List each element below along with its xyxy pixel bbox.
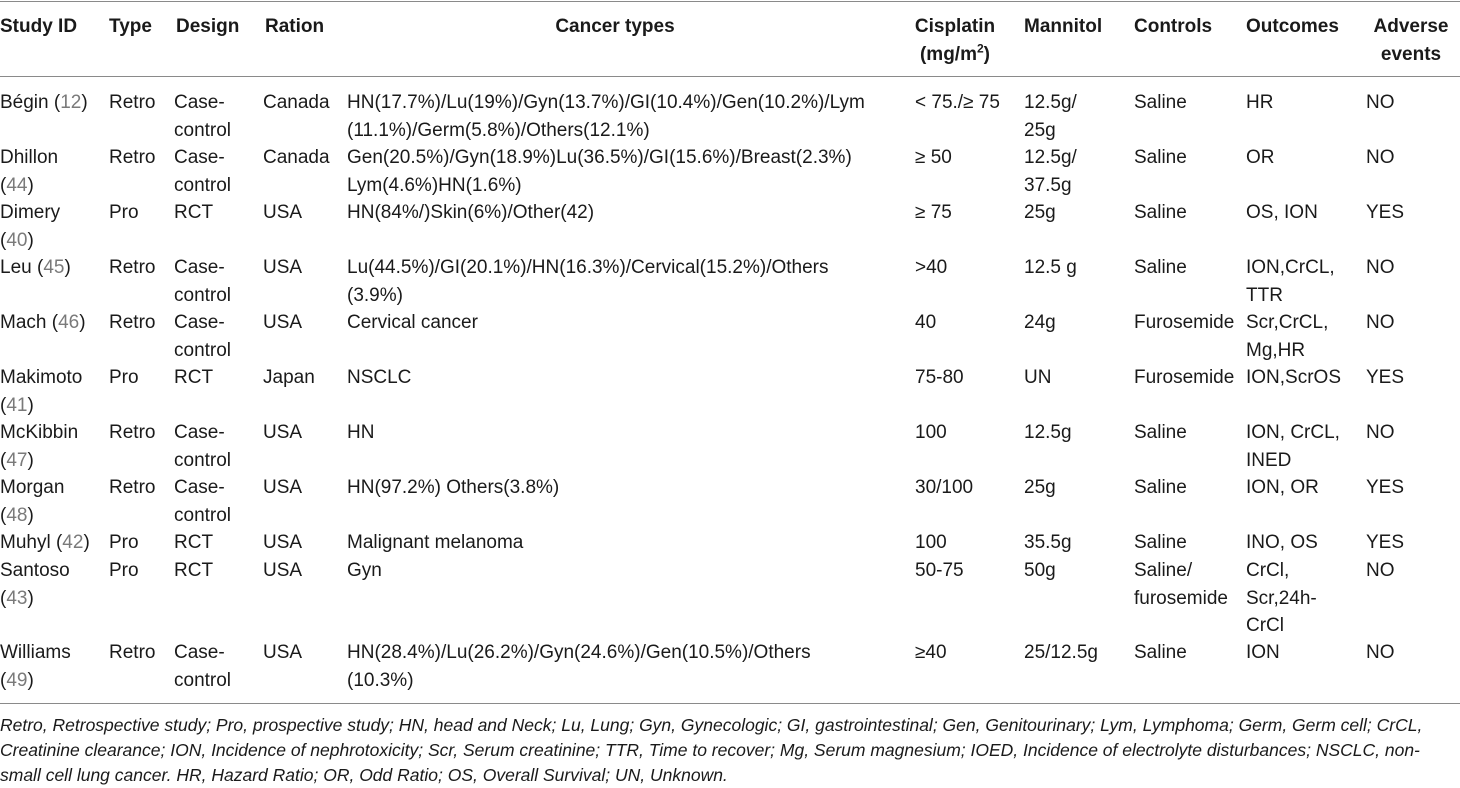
outcomes-cell-line: TTR (1246, 284, 1283, 306)
cisplatin-cell: < 75./≥ 75 (915, 92, 1000, 113)
study-reference: 46 (58, 312, 80, 333)
controls-cell-line: Saline (1134, 477, 1187, 498)
outcomes-cell (1246, 557, 1317, 640)
controls-cell-line: Saline (1134, 257, 1187, 278)
study-reference: 40 (6, 229, 28, 251)
header-mannitol: Mannitol (1024, 16, 1103, 37)
table-footnote: Retro, Retrospective study; Pro, prospective study; HN, head and Neck; Lu, Lung; Gyn, Gynecologic; GI, gastrointestinal; Gen, Genitourinary; Lym, Lymphoma; Germ, Germ cell; CrCL, Creatinine clearance; ION, Incidence of nephrotoxicity; Scr, Serum creatinine; TTR, Time to recover; Mg, Serum magnesium; IOED, Incidence of electrolyte disturbances; NSCLC, non-small cell lung cancer. HR, Hazard Ratio; OR, Odd Ratio; OS, Overall Survival; UN, Unknown. (0, 715, 1423, 785)
type-cell: Retro (109, 642, 156, 663)
controls-cell-line: Saline (1134, 422, 1187, 443)
mannitol-cell-line: 37.5g (1024, 174, 1072, 196)
controls-cell-line: Saline (1134, 92, 1187, 113)
header-ration: Ration (265, 16, 325, 37)
design-cell-line: RCT (174, 367, 214, 388)
mannitol-cell-line: 25g (1024, 477, 1056, 498)
cisplatin-cell: 75-80 (915, 367, 964, 388)
design-cell-line: Case- (174, 477, 225, 498)
study-reference: 48 (6, 504, 28, 526)
design-cell-line: RCT (174, 560, 214, 581)
outcomes-cell (1246, 144, 1275, 172)
mannitol-cell-line: 50g (1024, 560, 1056, 581)
design-cell-line: control (174, 174, 232, 196)
header-adverse-events (1362, 13, 1460, 68)
cancer-types-cell (347, 474, 559, 502)
outcomes-cell-line: OR (1246, 147, 1275, 168)
design-cell (174, 89, 231, 144)
study-reference: 49 (6, 669, 28, 691)
adverse-events-cell: YES (1366, 532, 1405, 553)
controls-cell (1134, 364, 1234, 392)
cisplatin-cell: 30/100 (915, 477, 974, 498)
controls-cell (1134, 529, 1187, 557)
study-reference: 44 (6, 174, 28, 196)
adverse-events-cell: YES (1366, 477, 1405, 498)
type-cell: Retro (109, 312, 156, 333)
mannitol-cell-line: UN (1024, 367, 1052, 388)
outcomes-cell-line: Scr,CrCL, (1246, 312, 1329, 333)
controls-cell (1134, 474, 1187, 502)
ration-cell: Japan (263, 367, 315, 388)
cisplatin-cell: ≥ 50 (915, 147, 952, 168)
study-reference: 12 (60, 92, 82, 113)
study-id-cell: Dhillon (44) (0, 147, 59, 196)
design-cell-line: control (174, 119, 232, 141)
adverse-events-cell: NO (1366, 560, 1395, 581)
cancer-types-cell (347, 144, 852, 199)
cisplatin-cell: >40 (915, 257, 948, 278)
header-cisplatin-line1: Cisplatin (914, 16, 996, 37)
design-cell-line: Case- (174, 257, 225, 278)
outcomes-cell (1246, 639, 1280, 667)
adverse-events-cell: YES (1366, 202, 1405, 223)
cisplatin-cell: ≥ 75 (915, 202, 952, 223)
controls-cell (1134, 309, 1234, 337)
header-cisplatin-line2: $(mg/m^2)$ (919, 41, 990, 65)
cancer-types-cell (347, 254, 829, 309)
mannitol-cell (1024, 474, 1056, 502)
cisplatin-cell: 40 (915, 312, 937, 333)
design-cell-line: control (174, 669, 232, 691)
mannitol-cell (1024, 529, 1072, 557)
cancer-types-cell-line: Lym(4.6%)HN(1.6%) (347, 174, 522, 196)
cancer-types-cell-line: (3.9%) (347, 284, 403, 306)
header-adverse-line1: Adverse (1373, 16, 1449, 37)
mannitol-cell (1024, 89, 1077, 144)
outcomes-cell-line: INED (1246, 449, 1292, 471)
design-cell-line: Case- (174, 92, 225, 113)
mannitol-cell (1024, 419, 1072, 447)
header-rule (0, 76, 1460, 77)
controls-cell-line: Saline (1134, 532, 1187, 553)
study-id-cell: Santoso (43) (0, 560, 70, 609)
mannitol-cell-line: 12.5g/ (1024, 92, 1077, 113)
mannitol-cell (1024, 199, 1056, 227)
mannitol-cell-line: 24g (1024, 312, 1056, 333)
cancer-types-cell (347, 639, 811, 694)
controls-cell (1134, 557, 1228, 612)
outcomes-cell-line: ION, OR (1246, 477, 1319, 498)
controls-cell-line: Saline/ (1134, 560, 1193, 581)
design-cell-line: control (174, 339, 232, 361)
outcomes-cell (1246, 89, 1273, 117)
cancer-types-cell (347, 529, 523, 557)
design-cell (174, 557, 213, 585)
study-reference: 45 (43, 257, 65, 278)
adverse-events-cell: NO (1366, 422, 1395, 443)
mannitol-cell-line: 25/12.5g (1024, 642, 1098, 663)
header-cancer-types: Cancer types (555, 16, 675, 37)
mannitol-cell (1024, 144, 1077, 199)
cancer-types-cell-line: HN (347, 422, 375, 443)
outcomes-cell-line: INO, OS (1246, 532, 1318, 553)
ration-cell: Canada (263, 92, 330, 113)
header-outcomes: Outcomes (1246, 16, 1339, 37)
study-reference: 42 (62, 532, 84, 553)
type-cell: Retro (109, 92, 156, 113)
controls-cell (1134, 199, 1187, 227)
design-cell-line: Case- (174, 642, 225, 663)
study-reference: 43 (6, 587, 28, 609)
design-cell-line: RCT (174, 532, 214, 553)
study-id-cell: Morgan (48) (0, 477, 65, 526)
mannitol-cell (1024, 364, 1051, 392)
design-cell (174, 199, 213, 227)
cancer-types-cell (347, 199, 594, 227)
design-cell-line: control (174, 504, 232, 526)
cancer-types-cell-line: NSCLC (347, 367, 412, 388)
cancer-types-cell (347, 89, 865, 144)
study-id-cell: Muhyl (42) (0, 532, 90, 553)
design-cell (174, 639, 231, 694)
study-id-cell: Dimery (40) (0, 202, 61, 251)
study-reference: 41 (6, 394, 28, 416)
design-cell (174, 529, 213, 557)
mannitol-cell (1024, 254, 1077, 282)
mannitol-cell (1024, 557, 1056, 585)
study-id-cell: McKibbin (47) (0, 422, 79, 471)
ration-cell: USA (263, 422, 303, 443)
cancer-types-cell-line: Cervical cancer (347, 312, 478, 333)
outcomes-cell (1246, 419, 1340, 474)
controls-cell (1134, 254, 1187, 282)
cisplatin-cell: 50-75 (915, 560, 964, 581)
header-study-id: Study ID (0, 16, 78, 37)
mannitol-cell (1024, 639, 1098, 667)
top-rule (0, 1, 1460, 2)
study-id-cell: Mach (46) (0, 312, 86, 333)
study-id-cell: Williams (49) (0, 642, 71, 691)
ration-cell: USA (263, 257, 303, 278)
mannitol-cell-line: 25g (1024, 202, 1056, 223)
outcomes-cell-line: ION, CrCL, (1246, 422, 1340, 443)
study-id-cell: Leu (45) (0, 257, 71, 278)
cisplatin-cell: ≥40 (915, 642, 947, 663)
cancer-types-cell-line: HN(84%/)Skin(6%)/Other(42) (347, 202, 595, 223)
study-id-cell: Makimoto (41) (0, 367, 83, 416)
cancer-types-cell-line: Gen(20.5%)/Gyn(18.9%)Lu(36.5%)/GI(15.6%)/Breast(2.3%) (347, 147, 852, 168)
mannitol-cell-line: 12.5g (1024, 422, 1072, 443)
cancer-types-cell-line: HN(97.2%) Others(3.8%) (347, 477, 560, 498)
cancer-types-cell-line: Gyn (347, 560, 382, 581)
ration-cell: USA (263, 477, 303, 498)
design-cell-line: control (174, 284, 232, 306)
outcomes-cell-line: Mg,HR (1246, 339, 1306, 361)
outcomes-cell (1246, 199, 1318, 227)
outcomes-cell-line: ION,CrCL, (1246, 257, 1335, 278)
type-cell: Pro (109, 532, 139, 553)
type-cell: Pro (109, 560, 139, 581)
bottom-rule (0, 703, 1460, 704)
type-cell: Retro (109, 422, 156, 443)
cancer-types-cell (347, 557, 382, 585)
cancer-types-cell (347, 309, 478, 337)
mannitol-cell-line: 35.5g (1024, 532, 1072, 553)
design-cell-line: control (174, 449, 232, 471)
cancer-types-cell-line: Malignant melanoma (347, 532, 524, 553)
controls-cell-line: Saline (1134, 642, 1187, 663)
type-cell: Pro (109, 367, 139, 388)
controls-cell (1134, 89, 1187, 117)
ration-cell: USA (263, 202, 303, 223)
outcomes-cell-line: CrCl, (1246, 560, 1290, 581)
header-adverse-line2: events (1380, 43, 1442, 65)
cancer-types-cell-line: HN(28.4%)/Lu(26.2%)/Gyn(24.6%)/Gen(10.5%)/Others (347, 642, 811, 663)
outcomes-cell-line: ION (1246, 642, 1280, 663)
study-id-cell: Bégin (12) (0, 92, 88, 113)
design-cell-line: Case- (174, 312, 225, 333)
design-cell (174, 364, 213, 392)
cancer-types-cell-line: HN(17.7%)/Lu(19%)/Gyn(13.7%)/GI(10.4%)/Gen(10.2%)/Lym (347, 92, 865, 113)
ration-cell: USA (263, 560, 303, 581)
design-cell (174, 419, 231, 474)
adverse-events-cell: NO (1366, 147, 1395, 168)
type-cell: Retro (109, 477, 156, 498)
outcomes-cell (1246, 309, 1328, 364)
cisplatin-cell: 100 (915, 532, 947, 553)
cancer-types-cell (347, 419, 374, 447)
type-cell: Pro (109, 202, 139, 223)
outcomes-cell-line: Scr,24h- (1246, 587, 1317, 609)
outcomes-cell-line: ION,ScrOS (1246, 367, 1342, 388)
design-cell (174, 474, 231, 529)
controls-cell (1134, 419, 1187, 447)
outcomes-cell-line: CrCl (1246, 615, 1284, 636)
cisplatin-cell: 100 (915, 422, 947, 443)
controls-cell (1134, 639, 1187, 667)
mannitol-cell-line: 12.5g/ (1024, 147, 1077, 168)
adverse-events-cell: NO (1366, 92, 1395, 113)
design-cell-line: RCT (174, 202, 214, 223)
design-cell-line: Case- (174, 147, 225, 168)
controls-cell-line: Furosemide (1134, 312, 1235, 333)
adverse-events-cell: NO (1366, 257, 1395, 278)
type-cell: Retro (109, 257, 156, 278)
controls-cell (1134, 144, 1187, 172)
design-cell-line: Case- (174, 422, 225, 443)
design-cell (174, 309, 231, 364)
controls-cell-line: Saline (1134, 147, 1187, 168)
ration-cell: USA (263, 312, 303, 333)
ration-cell: USA (263, 642, 303, 663)
header-cisplatin (905, 13, 1005, 68)
mannitol-cell-line: 12.5 g (1024, 257, 1077, 278)
adverse-events-cell: YES (1366, 367, 1405, 388)
outcomes-cell (1246, 364, 1341, 392)
controls-cell-line: Saline (1134, 202, 1187, 223)
header-type: Type (109, 16, 152, 37)
adverse-events-cell: NO (1366, 312, 1395, 333)
controls-cell-line: Furosemide (1134, 367, 1235, 388)
controls-cell-line: furosemide (1134, 587, 1228, 609)
study-reference: 47 (6, 449, 28, 471)
mannitol-cell (1024, 309, 1056, 337)
cancer-types-cell-line: (10.3%) (347, 669, 414, 691)
ration-cell: Canada (263, 147, 330, 168)
type-cell: Retro (109, 147, 156, 168)
outcomes-cell (1246, 474, 1319, 502)
cancer-types-cell-line: (11.1%)/Germ(5.8%)/Others(12.1%) (347, 119, 650, 141)
mannitol-cell-line: 25g (1024, 119, 1056, 141)
adverse-events-cell: NO (1366, 642, 1395, 663)
outcomes-cell-line: HR (1246, 92, 1274, 113)
cancer-types-cell (347, 364, 411, 392)
outcomes-cell (1246, 529, 1318, 557)
outcomes-cell (1246, 254, 1335, 309)
design-cell (174, 144, 231, 199)
outcomes-cell-line: OS, ION (1246, 202, 1318, 223)
design-cell (174, 254, 231, 309)
cancer-types-cell-line: Lu(44.5%)/GI(20.1%)/HN(16.3%)/Cervical(15.2%)/Others (347, 257, 829, 278)
header-design: Design (176, 16, 240, 37)
ration-cell: USA (263, 532, 303, 553)
header-controls: Controls (1134, 16, 1213, 37)
